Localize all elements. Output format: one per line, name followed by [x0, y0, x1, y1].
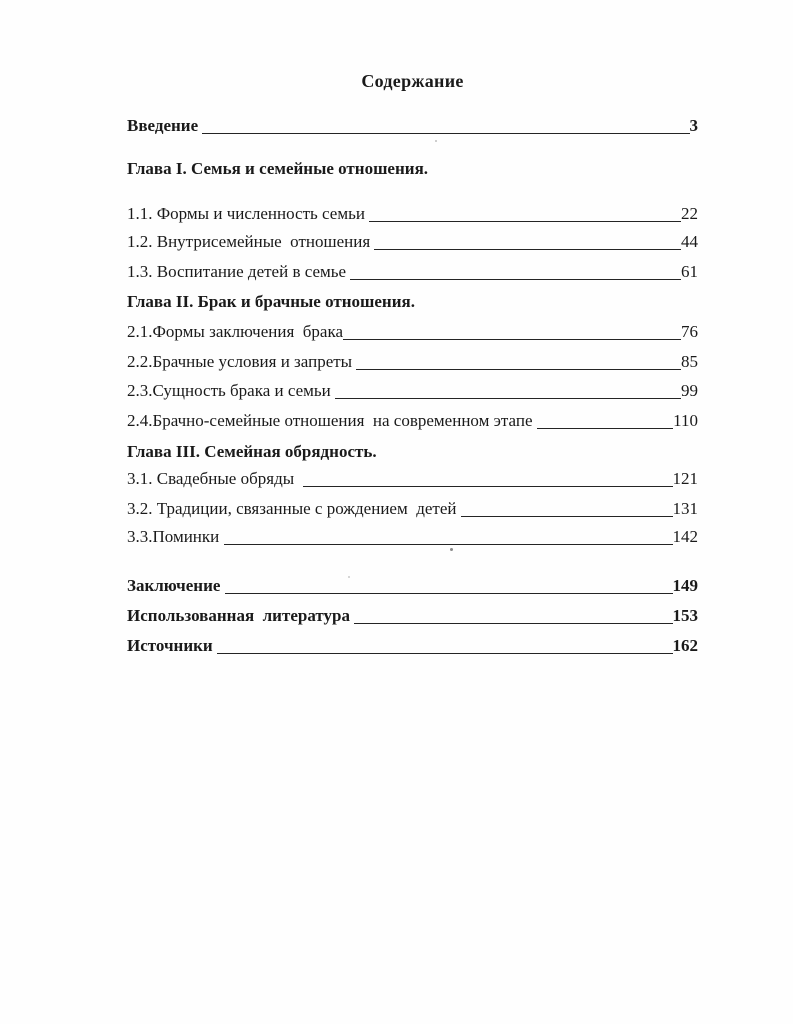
page-number: 3 [689, 116, 698, 135]
page-number: 153 [672, 606, 698, 625]
leader-line [217, 635, 673, 657]
leader-line [461, 498, 673, 520]
toc-entry-label: 2.4.Брачно-семейные отношения на современном этапе [127, 411, 537, 430]
toc-entry [127, 498, 698, 520]
toc-entry-label: 1.2. Внутрисемейные отношения [127, 232, 375, 251]
toc-entry [127, 203, 698, 225]
page-number: 149 [672, 576, 698, 595]
page-number: 85 [681, 352, 698, 371]
toc-entry-label: Использованная литература [127, 606, 355, 625]
toc-entry [127, 291, 698, 313]
toc-entry-label: Введение [127, 116, 203, 135]
page-number: 110 [673, 411, 698, 430]
toc-entry [127, 441, 698, 463]
page-number: 61 [681, 262, 698, 281]
toc-entry-label: 1.3. Воспитание детей в семье [127, 262, 351, 281]
toc-entry [127, 468, 698, 490]
toc-entry [127, 351, 698, 373]
toc-entry [127, 261, 698, 283]
toc-entry [127, 526, 698, 548]
toc-list [127, 115, 698, 657]
page-number: 76 [681, 322, 698, 341]
page-number: 99 [681, 381, 698, 400]
toc-entry-label: Источники [127, 636, 217, 655]
toc-entry [127, 380, 698, 402]
scan-speck [435, 140, 437, 142]
leader-line [224, 526, 673, 548]
toc-entry [127, 635, 698, 657]
toc-entry [127, 158, 698, 180]
toc-entry-label: 1.1. Формы и численность семьи [127, 204, 370, 223]
toc-entry [127, 115, 698, 137]
toc-entry [127, 410, 698, 432]
toc-entry [127, 231, 698, 253]
page-number: 22 [681, 204, 698, 223]
page-number: 142 [672, 527, 698, 546]
toc-title: Содержание [361, 71, 464, 91]
leader-line [350, 261, 681, 283]
page-number: 44 [681, 232, 698, 251]
toc-entry-label: Глава III. Семейная обрядность. [127, 442, 377, 461]
leader-line [225, 575, 673, 597]
toc-entry-label: 3.2. Традиции, связанные с рождением детей [127, 499, 461, 518]
toc-entry-label: 3.3.Поминки [127, 527, 224, 546]
toc-entry-label: Глава I. Семья и семейные отношения. [127, 159, 429, 178]
leader-line [374, 231, 681, 253]
toc-entry-label: Глава II. Брак и брачные отношения. [127, 292, 415, 311]
toc-entry [127, 321, 698, 343]
toc-entry-label: 2.2.Брачные условия и запреты [127, 352, 357, 371]
page-number: 131 [672, 499, 698, 518]
leader-line [354, 605, 672, 627]
leader-line [343, 321, 681, 343]
toc-entry [127, 605, 698, 627]
toc-entry-label: 2.1.Формы заключения брака [127, 322, 344, 341]
toc-entry-label: 2.3.Сущность брака и семьи [127, 381, 336, 400]
scan-speck [348, 576, 350, 578]
toc-entry-label: 3.1. Свадебные обряды [127, 469, 303, 488]
scan-speck [450, 548, 453, 551]
leader-line [537, 410, 673, 432]
leader-line [202, 115, 689, 137]
toc-entry-label: Заключение [127, 576, 225, 595]
leader-line [303, 468, 673, 490]
page-number: 162 [672, 636, 698, 655]
leader-line [356, 351, 681, 373]
toc-entry [127, 575, 698, 597]
leader-line [335, 380, 681, 402]
leader-line [369, 203, 681, 225]
page-number: 121 [672, 469, 698, 488]
